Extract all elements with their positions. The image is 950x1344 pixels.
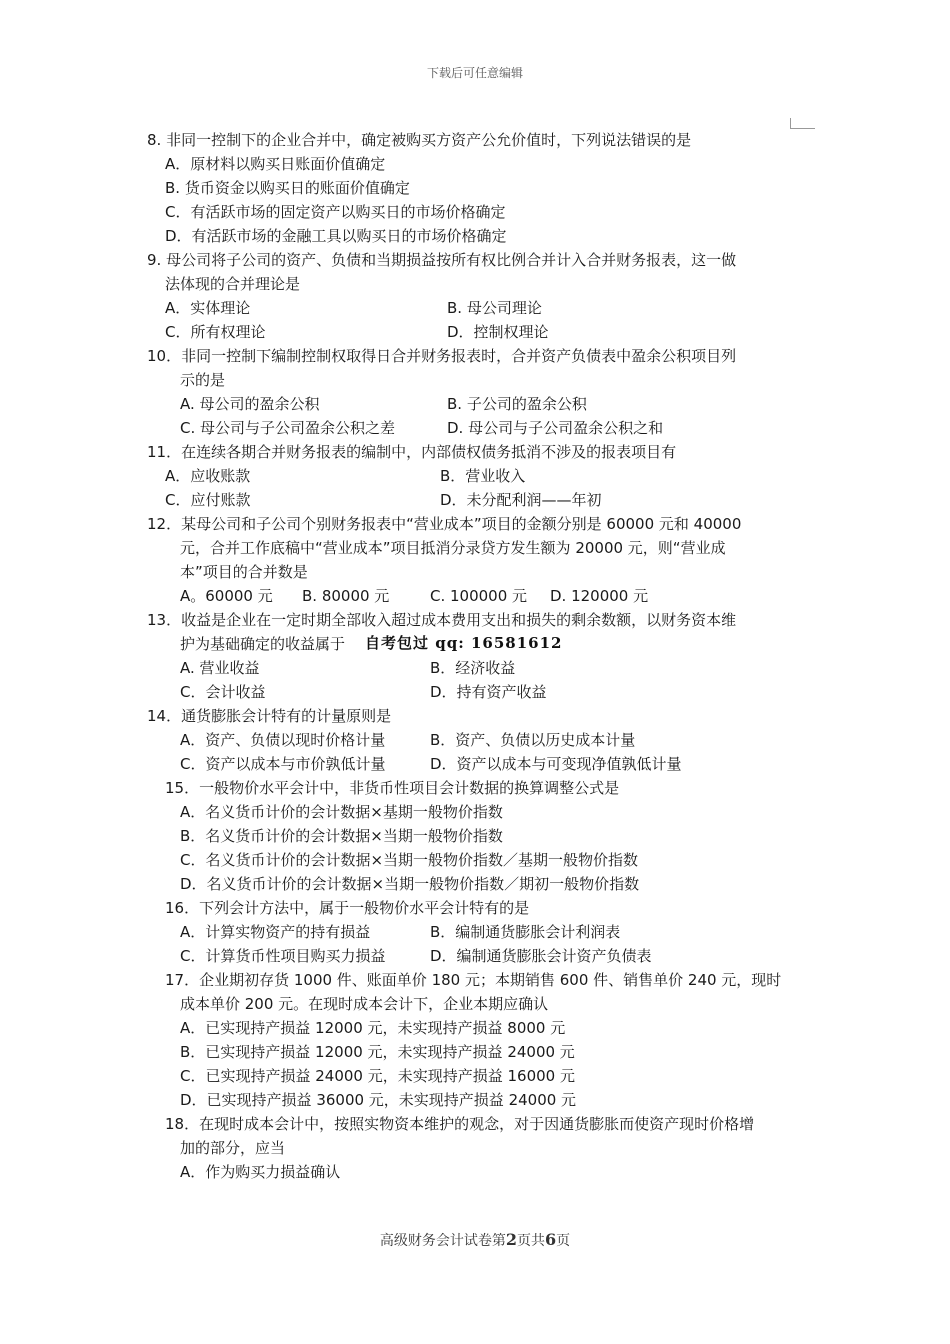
footer-page-total: 6 (545, 1230, 557, 1249)
option-17a: A．已实现持产损益 12000 元，未实现持产损益 8000 元 (180, 1019, 566, 1037)
option-16d: D．编制通货膨胀会计资产负债表 (430, 947, 652, 965)
option-16c: C．计算货币性项目购买力损益 (180, 947, 386, 965)
question-10-cont: 示的是 (180, 371, 226, 389)
option-14c: C．资产以成本与市价孰低计量 (180, 755, 386, 773)
option-16a: A．计算实物资产的持有损益 (180, 923, 371, 941)
option-18a: A．作为购买力损益确认 (180, 1163, 341, 1181)
option-15a: A．名义货币计价的会计数据×基期一般物价指数 (180, 803, 503, 821)
question-15: 15．一般物价水平会计中，非货币性项目会计数据的换算调整公式是 (165, 779, 620, 797)
option-11d: D．未分配利润——年初 (440, 491, 602, 509)
option-11c: C．应付账款 (165, 491, 251, 509)
option-12c: C. 100000 元 (430, 587, 528, 605)
question-8: 8. 非同一控制下的企业合并中，确定被购买方资产公允价值时，下列说法错误的是 (147, 131, 692, 149)
option-10b: B. 子公司的盈余公积 (447, 395, 587, 413)
watermark-text: 自考包过 qq: 16581612 (365, 634, 563, 652)
option-14b: B．资产、负债以历史成本计量 (430, 731, 636, 749)
option-13c: C．会计收益 (180, 683, 266, 701)
option-12d: D. 120000 元 (550, 587, 649, 605)
option-15d: D．名义货币计价的会计数据×当期一般物价指数／期初一般物价指数 (180, 875, 640, 893)
question-13-cont: 护为基础确定的收益属于 (180, 635, 346, 653)
footer-suffix: 页 (556, 1233, 571, 1249)
option-12b: B. 80000 元 (302, 587, 390, 605)
question-17: 17．企业期初存货 1000 件、账面单价 180 元；本期销售 600 件、销售单价 240 元，现时 (165, 971, 782, 989)
option-16b: B．编制通货膨胀会计利润表 (430, 923, 621, 941)
option-8c: C．有活跃市场的固定资产以购买日的市场价格确定 (165, 203, 506, 221)
question-10: 10．非同一控制下编制控制权取得日合并财务报表时，合并资产负债表中盈余公积项目列 (147, 347, 737, 365)
option-9b: B. 母公司理论 (447, 299, 542, 317)
option-8d: D．有活跃市场的金融工具以购买日的市场价格确定 (165, 227, 507, 245)
option-9a: A．实体理论 (165, 299, 251, 317)
option-9d: D．控制权理论 (447, 323, 549, 341)
question-18-cont: 加的部分，应当 (180, 1139, 286, 1157)
question-12: 12．某母公司和子公司个别财务报表中“营业成本”项目的金额分别是 60000 元和 40000 (147, 515, 742, 533)
option-9c: C．所有权理论 (165, 323, 266, 341)
option-15b: B．名义货币计价的会计数据×当期一般物价指数 (180, 827, 503, 845)
option-8b: B. 货币资金以购买日的账面价值确定 (165, 179, 410, 197)
option-17b: B．已实现持产损益 12000 元，未实现持产损益 24000 元 (180, 1043, 575, 1061)
option-10a: A. 母公司的盈余公积 (180, 395, 320, 413)
option-11a: A．应收账款 (165, 467, 251, 485)
option-13a: A. 营业收益 (180, 659, 260, 677)
question-13: 13．收益是企业在一定时期全部收入超过成本费用支出和损失的剩余数额，以财务资本维 (147, 611, 737, 629)
question-16: 16．下列会计方法中，属于一般物价水平会计特有的是 (165, 899, 530, 917)
option-14a: A．资产、负债以现时价格计量 (180, 731, 386, 749)
option-17c: C．已实现持产损益 24000 元，未实现持产损益 16000 元 (180, 1067, 575, 1085)
option-15c: C．名义货币计价的会计数据×当期一般物价指数／基期一般物价指数 (180, 851, 639, 869)
page-footer (0, 1230, 950, 1250)
option-10d: D. 母公司与子公司盈余公积之和 (447, 419, 664, 437)
question-17-cont: 成本单价 200 元。在现时成本会计下，企业本期应确认 (180, 995, 549, 1013)
question-9: 9. 母公司将子公司的资产、负债和当期损益按所有权比例合并计入合并财务报表，这一做 (147, 251, 737, 269)
option-17d: D．已实现持产损益 36000 元，未实现持产损益 24000 元 (180, 1091, 577, 1109)
option-12a: A。60000 元 (180, 587, 273, 605)
option-8a: A．原材料以购买日账面价值确定 (165, 155, 386, 173)
question-9-cont: 法体现的合并理论是 (165, 275, 301, 293)
question-12-cont-2: 本”项目的合并数是 (180, 563, 308, 581)
option-14d: D．资产以成本与可变现净值孰低计量 (430, 755, 682, 773)
question-12-cont-1: 元，合并工作底稿中“营业成本”项目抵消分录贷方发生额为 20000 元，则“营业成 (180, 539, 726, 557)
footer-prefix: 高级财务会计试卷第 (379, 1233, 506, 1249)
header-note: 下载后可任意编辑 (426, 66, 523, 80)
corner-mark (790, 118, 815, 129)
option-10c: C. 母公司与子公司盈余公积之差 (180, 419, 396, 437)
question-18: 18．在现时成本会计中，按照实物资本维护的观念，对于因通货膨胀而使资产现时价格增 (165, 1115, 755, 1133)
option-13d: D．持有资产收益 (430, 683, 547, 701)
question-11: 11．在连续各期合并财务报表的编制中，内部债权债务抵消不涉及的报表项目有 (147, 443, 677, 461)
footer-middle: 页共 (517, 1233, 545, 1249)
option-13b: B．经济收益 (430, 659, 516, 677)
footer-page-number: 2 (505, 1230, 517, 1249)
option-11b: B．营业收入 (440, 467, 526, 485)
question-14: 14．通货膨胀会计特有的计量原则是 (147, 707, 392, 725)
